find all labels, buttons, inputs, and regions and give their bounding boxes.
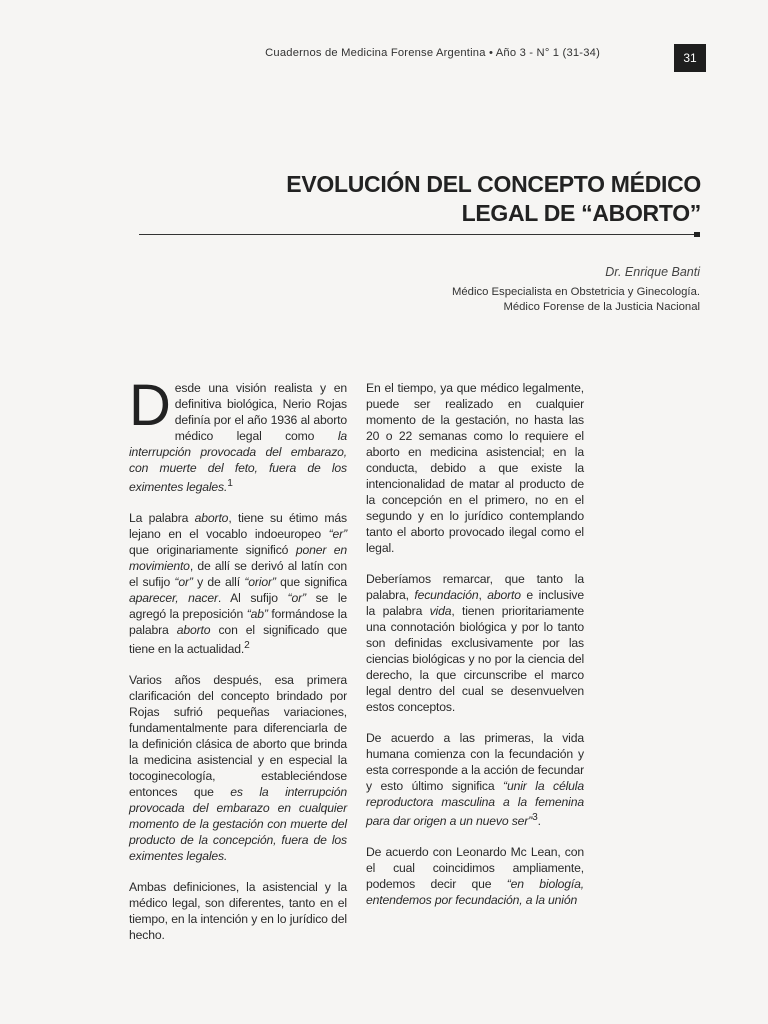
text-run: y de allí xyxy=(192,575,245,590)
text-run: esde una visión realista y en definitiva biológica, Nerio Rojas definía por el año 1936 al aborto médico legal como xyxy=(174,381,347,443)
paragraph xyxy=(366,380,584,556)
italic-term: aborto xyxy=(487,588,521,602)
paragraph xyxy=(129,510,347,657)
italic-term: “or” xyxy=(174,575,193,590)
footnote-ref: 2 xyxy=(244,640,250,652)
italic-term: aparecer, nacer xyxy=(129,591,218,606)
title-rule-end-mark xyxy=(694,232,700,237)
title-line-2: LEGAL DE “ABORTO” xyxy=(461,200,701,226)
text-run: se le agregó la preposición xyxy=(129,591,348,622)
italic-term: “er” xyxy=(328,527,347,542)
italic-term: vida xyxy=(429,604,452,618)
title-rule xyxy=(139,234,694,235)
italic-quote: “en biología, entendemos por fecundación, a la unión xyxy=(366,877,584,908)
text-run: . Al sufijo xyxy=(217,591,288,606)
text-run: con el significado que tiene en la actualidad. xyxy=(129,623,348,657)
italic-definition: la interrupción provocada del embarazo, con muerte del feto, fuera de los eximentes legales. xyxy=(129,429,347,495)
paragraph xyxy=(366,844,584,908)
text-run: Ambas definiciones, la asistencial y la médico legal, son diferentes, tanto en el tiempo, en la intención y en lo jurídico del hecho. xyxy=(129,880,347,943)
footnote-ref: 1 xyxy=(227,478,233,489)
text-column-left xyxy=(129,373,348,958)
italic-quote: “unir la célula reproductora masculina a la femenina para dar origen a un nuevo ser” xyxy=(366,779,584,829)
journal-header: Cuadernos de Medicina Forense Argentina • Año 3 - N° 1 (31-34) xyxy=(265,47,600,59)
paragraph xyxy=(129,879,347,943)
page-number: 31 xyxy=(674,44,706,72)
author-affiliation xyxy=(452,285,700,315)
text-run: De acuerdo con Leonardo Mc Lean, con el cual coincidimos ampliamente, podemos decir que xyxy=(366,845,584,892)
italic-term: aborto xyxy=(194,511,229,526)
italic-term: aborto xyxy=(176,623,211,638)
italic-term: poner en movimiento xyxy=(129,543,347,574)
italic-term: “ab” xyxy=(246,607,268,622)
text-run: e inclusive la palabra xyxy=(366,588,584,618)
italic-term: “orior” xyxy=(244,575,276,590)
text-run: La palabra xyxy=(129,511,195,526)
text-column-right xyxy=(366,380,584,923)
italic-term: fecundación xyxy=(414,588,479,602)
footnote-ref: 3 xyxy=(532,812,538,823)
paragraph xyxy=(129,672,347,864)
text-run: , tiene su étimo más lejano en el vocablo indoeuropeo xyxy=(129,511,347,542)
drop-cap: D xyxy=(129,373,171,438)
text-run: Varios años después, esa primera clarificación del concepto brindado por Rojas sufrió pequeñas variaciones, fundamentalmente para diferenciarla de la definición clásica de aborto que brinda la medicina asistencial y en especial la tocoginecología, estableciéndose entonces que xyxy=(129,673,347,800)
text-run: De acuerdo a las primeras, la vida humana comienza con la fecundación y esta corresponde a la acción de fecundar y esto último significa xyxy=(366,731,584,793)
text-run: que significa xyxy=(275,575,348,590)
paragraph xyxy=(366,571,584,715)
text-run: , de allí se derivó al latín con el sufijo xyxy=(129,559,347,590)
text-run: Deberíamos remarcar, que tanto la palabra, xyxy=(366,572,584,602)
text-run: , xyxy=(478,588,488,602)
paragraph xyxy=(129,373,347,495)
author-name: Dr. Enrique Banti xyxy=(605,265,700,279)
text-run: que originariamente significó xyxy=(129,543,296,558)
title-line-1: EVOLUCIÓN DEL CONCEPTO MÉDICO xyxy=(286,171,701,197)
affiliation-line-1: Médico Especialista en Obstetricia y Ginecología. xyxy=(451,286,700,298)
italic-term: “or” xyxy=(287,591,306,606)
italic-definition: es la interrupción provocada del embarazo en cualquier momento de la gestación con muerte del producto de la concepción, fuera de los eximentes legales. xyxy=(129,785,347,864)
article-title xyxy=(200,170,701,228)
paragraph xyxy=(366,730,584,829)
text-run: En el tiempo, ya que médico legalmente, puede ser realizado en cualquier momento de la gestación, no hasta las 20 o 22 semanas como lo requiere el aborto en medicina asistencial; en la conducta, debido a que existe la intencionalidad de matar al producto de la concepción en el primero, no en el segundo y en lo jurídico contemplando tanto el aborto provocado ilegal como el legal. xyxy=(366,381,584,555)
text-run: formándose la palabra xyxy=(129,607,347,638)
affiliation-line-2: Médico Forense de la Justicia Nacional xyxy=(503,301,700,313)
text-run: . xyxy=(537,814,541,829)
text-run: , tienen prioritariamente una connotación biológica y por lo tanto son definidas exclusivamente por las ciencias biológicas y no por la ciencia del derecho, la que circunscribe el marco legal dentro del cual se desenvuelven estos conceptos. xyxy=(366,604,584,714)
